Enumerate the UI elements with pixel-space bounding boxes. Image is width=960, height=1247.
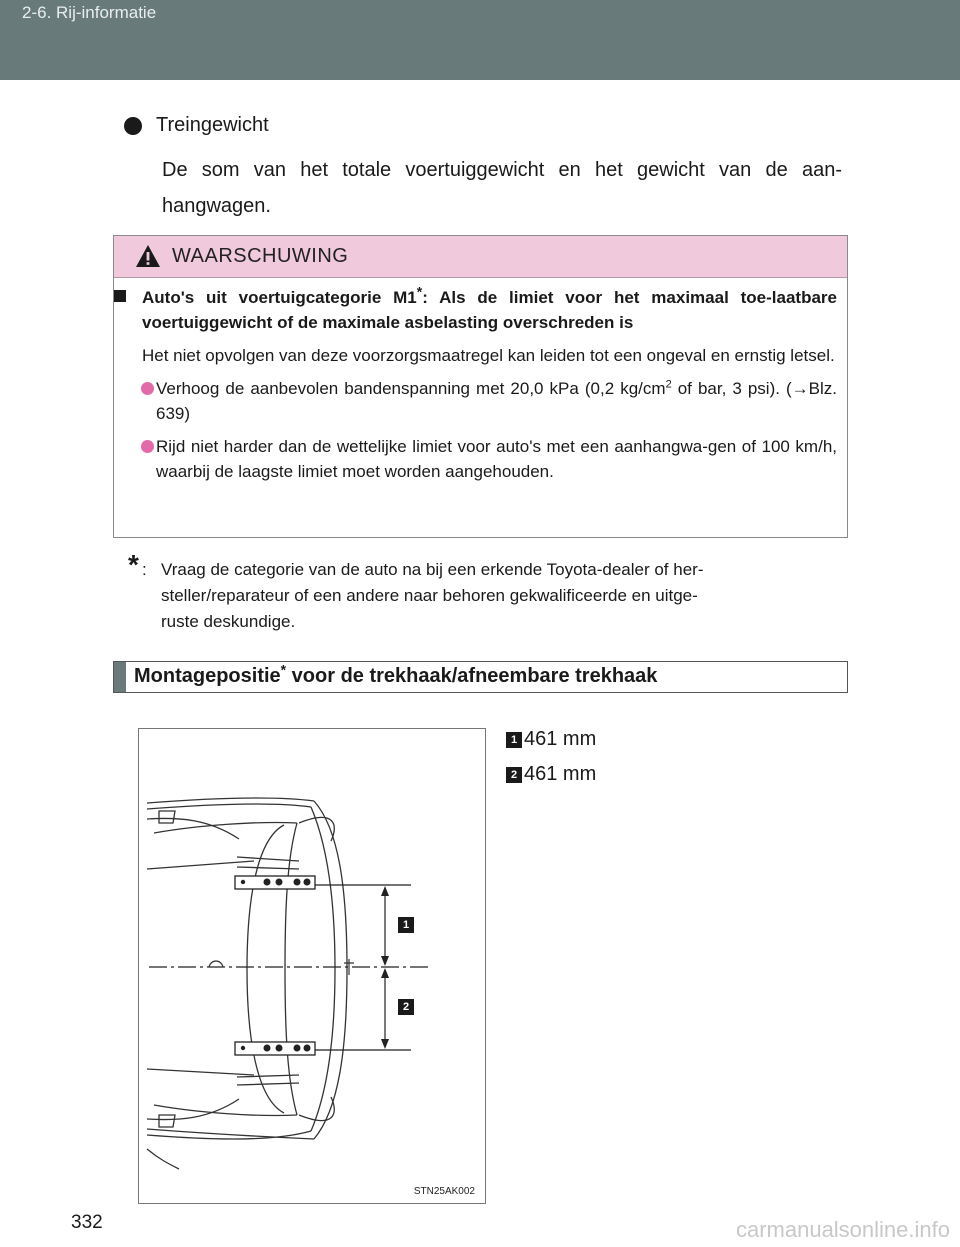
- footnote-line-2: steller/reparateur of een andere naar behoren gekwalificeerde en uitge-: [161, 586, 698, 605]
- warning-item-1: [128, 376, 837, 426]
- bullet-title: Treingewicht: [156, 114, 269, 136]
- heading-accent-strip: [114, 662, 126, 692]
- warning-item-1-sup: 2: [665, 378, 672, 391]
- legend-badge-1: 1: [506, 732, 522, 748]
- header-bar: [0, 0, 960, 80]
- figure-badge-1: 1: [398, 917, 414, 933]
- footnote: [128, 549, 842, 635]
- warning-heading-pre: Auto's uit voertuigcategorie M1: [142, 288, 417, 307]
- warning-heading-post: : Als de limiet voor het maximaal toe-laatbare voertuiggewicht of de maximale asbelasting overschreden is: [142, 288, 837, 332]
- warning-header: [114, 236, 847, 278]
- footnote-asterisk: *: [128, 549, 139, 580]
- mount-title: [134, 661, 658, 688]
- warning-body: [114, 285, 847, 484]
- section-title: 2-6. Rij-informatie: [22, 3, 157, 22]
- bullet-paragraph: De som van het totale voertuiggewicht en het gewicht van de aan-hangwagen.: [162, 159, 842, 217]
- legend-value-2: 461 mm: [524, 763, 597, 785]
- pink-bullet-icon: [141, 440, 154, 453]
- warning-text: Het niet opvolgen van deze voorzorgsmaatregel kan leiden tot een ongeval en ernstig letsel.: [142, 346, 835, 365]
- bullet-heading: [124, 114, 269, 137]
- warning-item-1-post: of bar, 3 psi). (→Blz. 639): [156, 379, 837, 423]
- warning-box: [113, 235, 848, 538]
- figure-code: STN25AK002: [413, 1186, 475, 1197]
- legend-item-1: [506, 728, 596, 751]
- mount-title-asterisk: *: [280, 661, 287, 678]
- footnote-line-1: Vraag de categorie van de auto na bij een erkende Toyota-dealer of her-: [161, 560, 704, 579]
- legend-value-1: 461 mm: [524, 728, 597, 750]
- legend-item-2: [506, 763, 596, 786]
- footnote-line-3: ruste deskundige.: [161, 612, 296, 631]
- warning-heading-asterisk: *: [416, 283, 423, 300]
- tow-hook-figure: [138, 728, 486, 1204]
- warning-triangle-icon: [135, 244, 161, 268]
- warning-item-2: [128, 434, 837, 484]
- car-rear-diagram: [139, 729, 485, 1203]
- warning-item-1-pre: Verhoog de aanbevolen bandenspanning met 20,0 kPa (0,2 kg/cm: [156, 379, 666, 398]
- warning-title: WAARSCHUWING: [172, 245, 349, 267]
- legend-badge-2: 2: [506, 767, 522, 783]
- warning-item-2-text: Rijd niet harder dan de wettelijke limiet voor auto's met een aanhangwa-gen of 100 km/h, waarbij de laagste limiet moet worden aangehouden.: [156, 437, 837, 481]
- page-number: 332: [71, 1212, 103, 1233]
- mount-title-post: voor de trekhaak/afneembare trekhaak: [286, 665, 658, 687]
- mount-title-pre: Montagepositie: [134, 665, 281, 687]
- square-bullet-icon: [114, 290, 126, 302]
- warning-heading: [128, 285, 837, 335]
- pink-bullet-icon: [141, 382, 154, 395]
- watermark: carmanualsonline.info: [735, 1217, 950, 1242]
- footnote-colon: :: [142, 560, 147, 579]
- mount-section-heading: [113, 661, 848, 693]
- figure-badge-2: 2: [398, 999, 414, 1015]
- bullet-icon: [124, 117, 142, 135]
